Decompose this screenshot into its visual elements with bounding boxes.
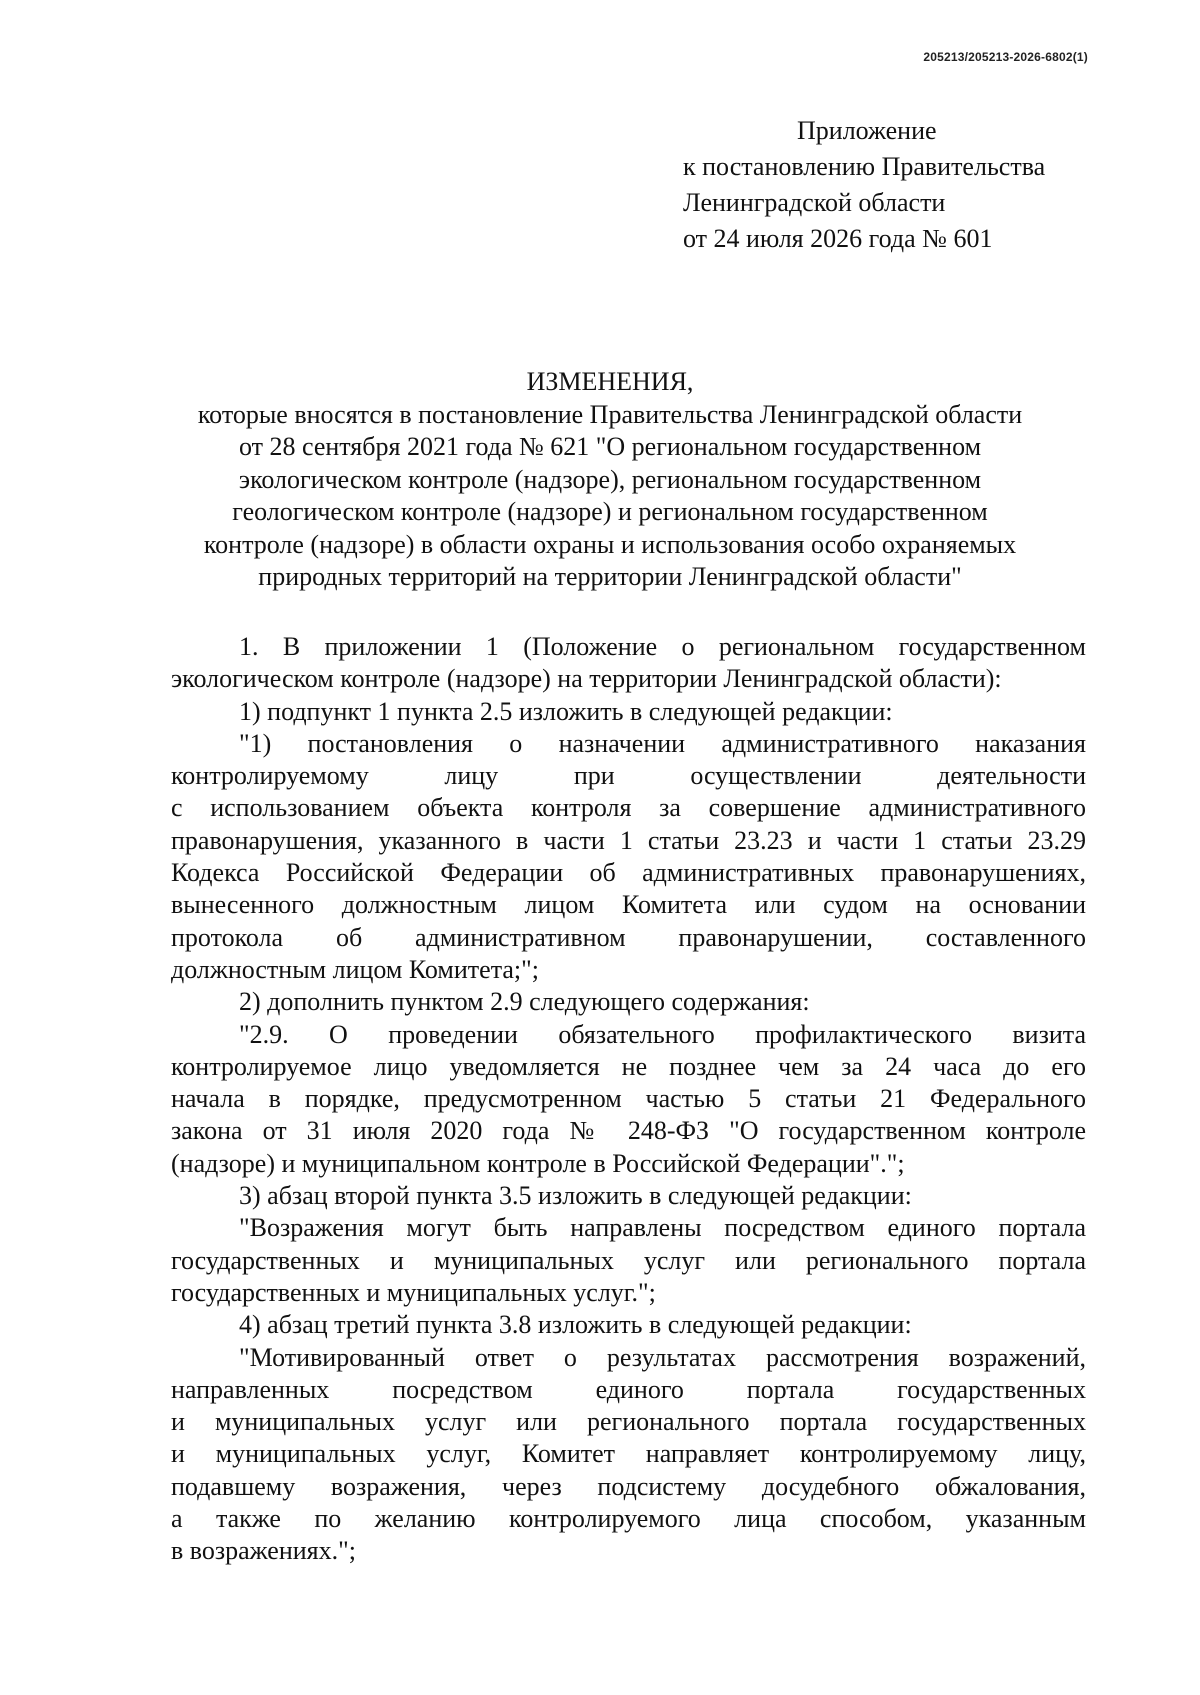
- appendix-block: [683, 113, 1103, 257]
- text-line: "Мотивированный ответ о результатах рассмотрения возражений,: [239, 1342, 1086, 1372]
- text-line: и муниципальных услуг, Комитет направляет контролируемому лицу,: [171, 1439, 1086, 1469]
- text-line: контролируемое лицо уведомляется не позднее чем за 24 часа до его: [171, 1051, 1086, 1081]
- text-line: направленных посредством единого портала государственных: [171, 1374, 1086, 1404]
- text-line: (надзоре) и муниципальном контроле в Российской Федерации".";: [171, 1148, 905, 1178]
- paragraph-3: [171, 728, 1086, 986]
- paragraph-2: [171, 696, 1086, 728]
- text-line: протокола об административном правонарушении, составленного: [171, 922, 1086, 952]
- text-line: должностным лицом Комитета;";: [171, 954, 539, 984]
- text-line: 1) подпункт 1 пункта 2.5 изложить в следующей редакции:: [239, 696, 893, 726]
- text-line: начала в порядке, предусмотренном частью 5 статьи 21 Федерального: [171, 1084, 1086, 1114]
- text-line: контролируемому лицу при осуществлении деятельности: [171, 761, 1086, 791]
- document-body: [171, 631, 1086, 1568]
- text-line: вынесенного должностным лицом Комитета или судом на основании: [171, 890, 1086, 920]
- text-line: государственных и муниципальных услуг.";: [171, 1277, 656, 1307]
- heading-line: природных территорий на территории Ленинградской области": [258, 562, 962, 591]
- text-line: и муниципальных услуг или регионального портала государственных: [171, 1407, 1086, 1437]
- heading-title: ИЗМЕНЕНИЯ,: [526, 367, 694, 396]
- text-line: "2.9. О проведении обязательного профилактического визита: [239, 1019, 1086, 1049]
- text-line: 4) абзац третий пункта 3.8 изложить в следующей редакции:: [239, 1310, 912, 1340]
- appendix-line: от 24 июля 2026 года № 601: [683, 224, 993, 253]
- heading-line: от 28 сентября 2021 года № 621 "О региональном государственном: [238, 432, 982, 461]
- heading-line: контроле (надзоре) в области охраны и использования особо охраняемых: [203, 529, 1017, 559]
- text-line: а также по желанию контролируемого лица способом, указанным: [171, 1504, 1086, 1534]
- appendix-line: Ленинградской области: [683, 188, 946, 217]
- paragraph-8: [171, 1309, 1086, 1341]
- text-line: 1. В приложении 1 (Положение о региональном государственном: [239, 632, 1086, 661]
- paragraph-4: [171, 986, 1086, 1018]
- paragraph-7: [171, 1212, 1086, 1309]
- heading-line: геологическом контроле (надзоре) и региональном государственном: [232, 497, 988, 526]
- text-line: "Возражения могут быть направлены посредством единого портала: [239, 1213, 1086, 1243]
- text-line: экологическом контроле (надзоре) на территории Ленинградской области):: [171, 664, 1002, 694]
- document-heading: [160, 366, 1060, 594]
- text-line: с использованием объекта контроля за совершение административного: [171, 793, 1086, 823]
- text-line: Кодекса Российской Федерации об административных правонарушениях,: [171, 858, 1086, 888]
- text-line: 2) дополнить пунктом 2.9 следующего содержания:: [239, 987, 810, 1017]
- paragraph-5: [171, 1019, 1086, 1180]
- text-line: "1) постановления о назначении административного наказания: [239, 728, 1086, 758]
- heading-line: которые вносятся в постановление Правительства Ленинградской области: [197, 399, 1023, 429]
- appendix-title: Приложение: [797, 116, 937, 145]
- paragraph-9: [171, 1342, 1086, 1568]
- appendix-line: к постановлению Правительства: [683, 152, 1046, 181]
- text-line: подавшему возражения, через подсистему досудебного обжалования,: [171, 1471, 1086, 1501]
- text-line: 3) абзац второй пункта 3.5 изложить в следующей редакции:: [239, 1181, 912, 1211]
- document-id: 205213/205213-2026-6802(1): [923, 50, 1088, 64]
- paragraph-1: [171, 631, 1086, 696]
- paragraph-6: [171, 1180, 1086, 1212]
- text-line: закона от 31 июля 2020 года № 248-ФЗ "О государственном контроле: [171, 1116, 1086, 1146]
- text-line: в возражениях.";: [171, 1536, 356, 1566]
- text-line: государственных и муниципальных услуг или регионального портала: [171, 1245, 1086, 1275]
- text-line: правонарушения, указанного в части 1 статьи 23.23 и части 1 статьи 23.29: [171, 825, 1086, 855]
- heading-line: экологическом контроле (надзоре), региональном государственном: [238, 464, 982, 494]
